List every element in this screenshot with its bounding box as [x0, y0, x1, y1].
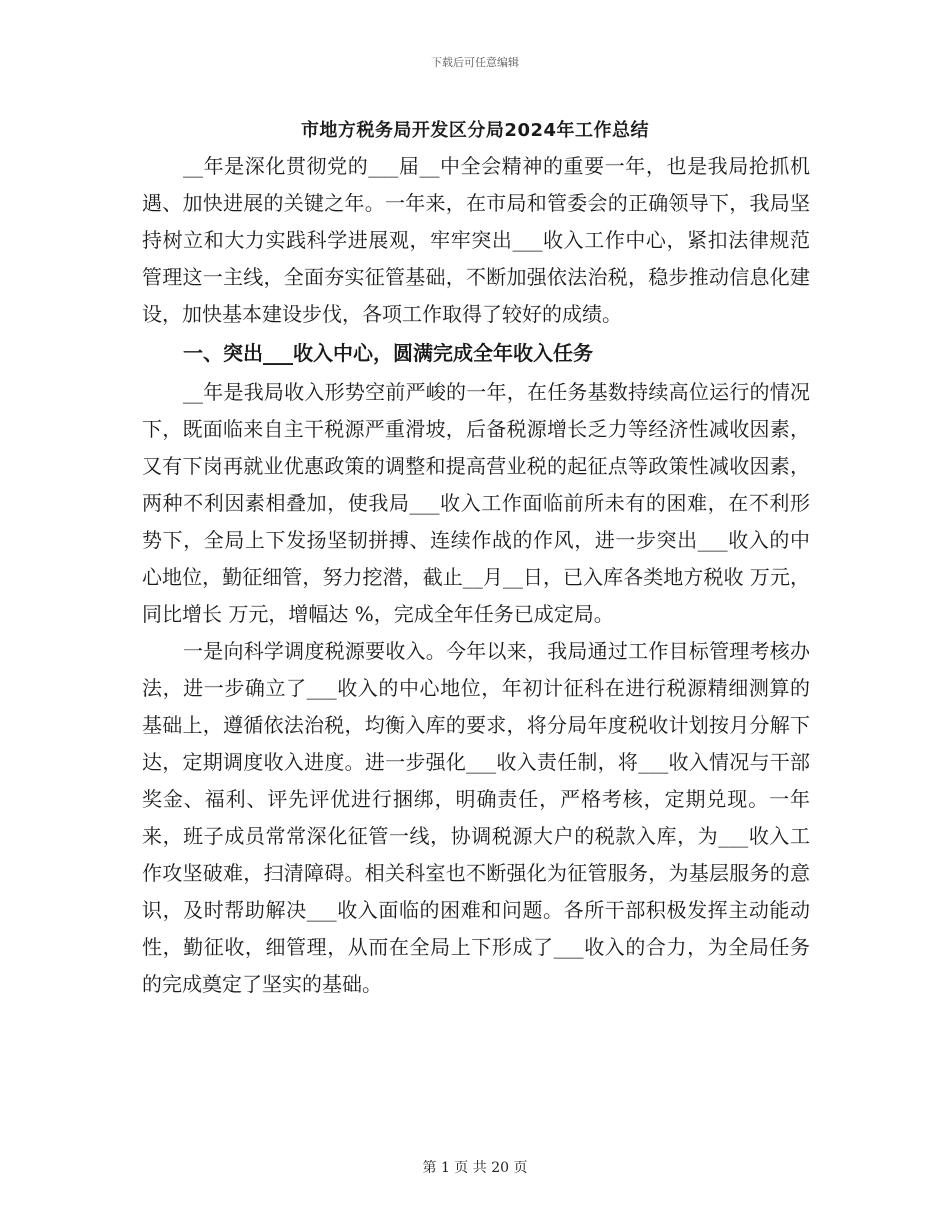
body-paragraph: __年是我局收入形势空前严峻的一年，在任务基数持续高位运行的情况下，既面临来自主干税源严重滑坡，后备税源增长乏力等经济性减收因素，又有下岗再就业优惠政策的调整和提高营业税的起征点等政策性减收因素，两种不利因素相叠加，使我局___收入工作面临前所未有的困难，在不利形势下，全局上下发扬坚韧拼搏、连续作战的作风，进一步突出___收入的中心地位，勤征细管，努力挖潜，截止__月__日，已入库各类地方税收 万元，同比增长 万元，增幅达 %，完成全年任务已成定局。: [142, 380, 810, 626]
document-title: 市地方税务局开发区分局2024年工作总结: [300, 120, 650, 141]
body-paragraph: 一是向科学调度税源要收入。今年以来，我局通过工作目标管理考核办法，进一步确立了___收入的中心地位，年初计征科在进行税源精细测算的基础上，遵循依法治税，均衡入库的要求，将分局年度税收计划按月分解下达，定期调度收入进度。进一步强化___收入责任制，将___收入情况与干部奖金、福利、评先评优进行捆绑，明确责任，严格考核，定期兑现。一年来，班子成员常常深化征管一线，协调税源大户的税款入库，为___收入工作攻坚破难，扫清障碍。相关科室也不断强化为征管服务，为基层服务的意识，及时帮助解决___收入面临的困难和问题。各所干部积极发挥主动能动性，勤征收，细管理，从而在全局上下形成了___收入的合力，为全局任务的完成奠定了坚实的基础。: [142, 639, 810, 996]
document-body: [142, 148, 810, 1003]
section-heading: 一、突出___收入中心，圆满完成全年收入任务: [183, 341, 593, 365]
intro-paragraph: __年是深化贯彻党的___届__中全会精神的重要一年，也是我局抢抓机遇、加快进展的关键之年。一年来，在市局和管委会的正确领导下，我局坚持树立和大力实践科学进展观，牢牢突出___收入工作中心，紧扣法律规范管理这一主线，全面夯实征管基础，不断加强依法治税，稳步推动信息化建设，加快基本建设步伐，各项工作取得了较好的成绩。: [142, 154, 810, 326]
page-number: 第 1 页 共 20 页: [422, 1160, 528, 1176]
page-header-note: 下载后可任意编辑: [431, 56, 519, 69]
